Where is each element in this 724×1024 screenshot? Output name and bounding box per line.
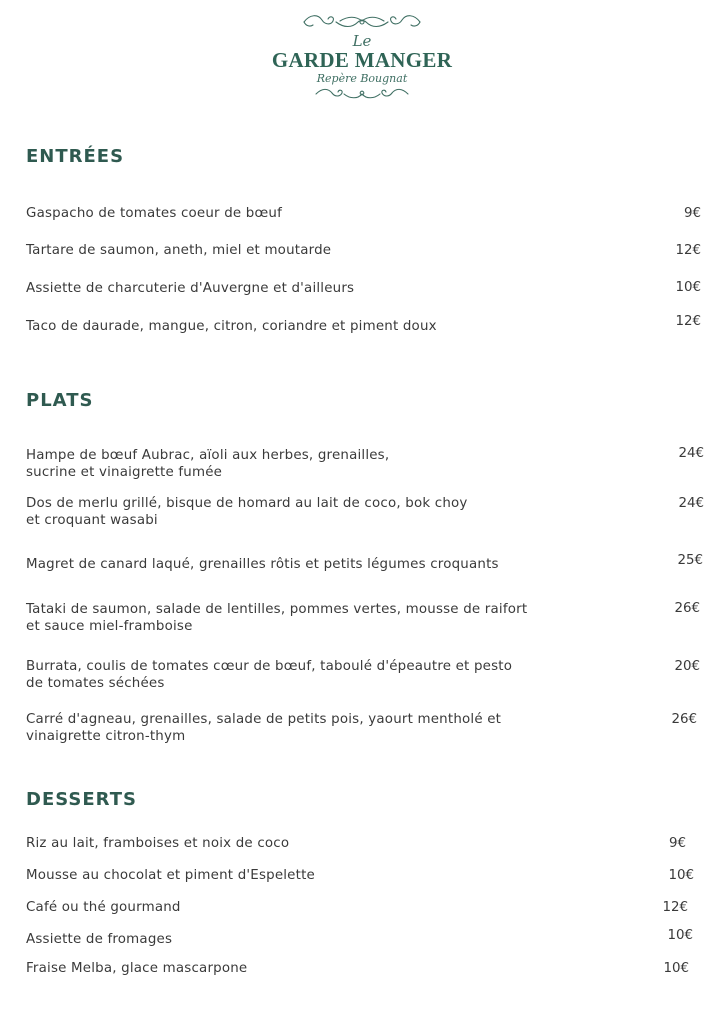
section-title-plats: PLATS: [26, 390, 94, 411]
menu-item-line: Burrata, coulis de tomates cœur de bœuf, taboulé d'épeautre et pesto: [26, 659, 513, 674]
top-flourish-icon: [300, 12, 424, 32]
menu-item-line: sucrine et vinaigrette fumée: [26, 464, 223, 480]
menu-item: Gaspacho de tomates coeur de bœuf: [26, 206, 283, 221]
menu-item-price: 24€: [678, 446, 704, 461]
menu-item: Riz au lait, framboises et noix de coco: [26, 836, 290, 851]
menu-item-price: 12€: [662, 900, 688, 915]
section-title-desserts: DESSERTS: [26, 789, 137, 810]
logo-tagline: Repère Bougnat: [316, 72, 408, 85]
menu-item: Fraise Melba, glace mascarpone: [26, 961, 248, 976]
menu-item: Mousse au chocolat et piment d'Espelette: [26, 868, 315, 883]
menu-item-line: Dos de merlu grillé, bisque de homard au lait de coco, bok choy: [26, 496, 468, 511]
menu-item: [26, 712, 646, 745]
menu-item: [26, 602, 646, 635]
menu-item-price: 25€: [677, 553, 703, 568]
menu-item-price: 12€: [675, 314, 701, 329]
menu-item-line: et sauce miel-framboise: [26, 618, 193, 634]
menu-item-line: Hampe de bœuf Aubrac, aïoli aux herbes, grenailles,: [26, 448, 390, 463]
menu-item-price: 10€: [675, 280, 701, 295]
logo-brand-name: GARDE MANGER: [271, 48, 453, 72]
menu-item: Assiette de fromages: [26, 932, 173, 947]
menu-item-price: 12€: [675, 243, 701, 258]
section-title-entrees: ENTRÉES: [26, 146, 125, 167]
menu-item: Tartare de saumon, aneth, miel et moutarde: [26, 243, 332, 258]
menu-item-price: 26€: [671, 712, 697, 727]
menu-item: [26, 659, 646, 692]
menu-item-price: 10€: [663, 961, 689, 976]
menu-item-price: 10€: [668, 868, 694, 883]
logo-le: Le: [352, 32, 372, 50]
menu-item-line: Tataki de saumon, salade de lentilles, pommes vertes, mousse de raifort: [26, 602, 528, 617]
menu-item-price: 26€: [674, 601, 700, 616]
menu-item-line: et croquant wasabi: [26, 512, 158, 528]
menu-item: [26, 496, 646, 529]
menu-item-line: Carré d'agneau, grenailles, salade de petits pois, yaourt mentholé et: [26, 712, 502, 727]
menu-item-price: 24€: [678, 496, 704, 511]
menu-item-price: 9€: [683, 206, 701, 221]
menu-item: [26, 557, 646, 574]
menu-item: [26, 448, 646, 481]
menu-item-price: 20€: [674, 659, 700, 674]
menu-item: Taco de daurade, mangue, citron, coriandre et piment doux: [26, 319, 437, 334]
menu-item-line: Magret de canard laqué, grenailles rôtis et petits légumes croquants: [26, 557, 499, 572]
menu-item-price: 9€: [668, 836, 686, 851]
bottom-flourish-icon: [312, 86, 412, 102]
menu-item: Café ou thé gourmand: [26, 900, 181, 915]
menu-item-line: vinaigrette citron-thym: [26, 728, 186, 744]
menu-item-price: 10€: [667, 928, 693, 943]
menu-item-line: de tomates séchées: [26, 675, 165, 691]
restaurant-logo: [0, 12, 724, 122]
menu-item: Assiette de charcuterie d'Auvergne et d'ailleurs: [26, 281, 355, 296]
